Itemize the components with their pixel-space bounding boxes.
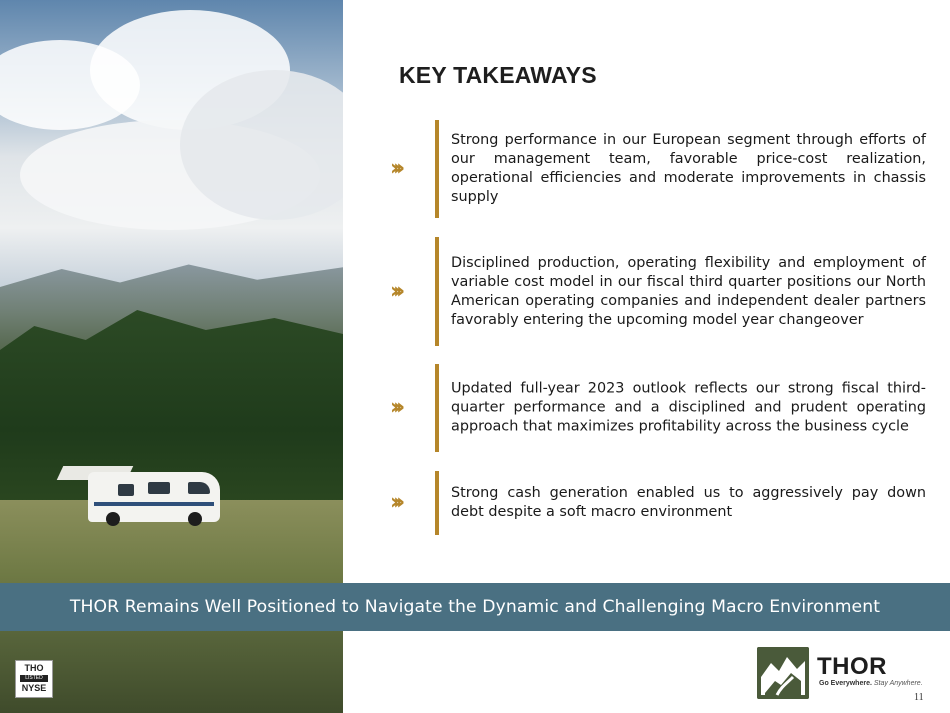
takeaway-item xyxy=(390,237,926,346)
takeaway-text: Strong performance in our European segment through efforts of our management team, favorable price-cost realization, operational efficiencies and moderate improvements in chassis supply xyxy=(451,132,926,205)
rv-motorhome xyxy=(88,464,224,528)
nyse-ticker: THO xyxy=(24,663,44,673)
page-title: KEY TAKEAWAYS xyxy=(399,62,597,88)
thor-mountain-road-icon xyxy=(757,647,809,699)
logo-wordmark: THOR xyxy=(817,653,887,680)
nyse-exchange: NYSE xyxy=(21,683,47,693)
takeaway-text: Strong cash generation enabled us to aggressively pay down debt despite a soft macro environment xyxy=(451,485,926,520)
takeaway-text: Disciplined production, operating flexibility and employment of variable cost model in our fiscal third quarter positions our North American operating companies and independent dealer partners favorably entering the upcoming model year changeover xyxy=(451,254,926,328)
triple-chevron-right-icon: ››› xyxy=(390,156,400,181)
triple-chevron-right-icon: ››› xyxy=(390,490,400,515)
nyse-listed-badge xyxy=(15,660,53,698)
takeaway-item xyxy=(390,120,926,218)
summary-banner xyxy=(0,583,950,631)
takeaway-item xyxy=(390,364,926,452)
accent-divider xyxy=(435,364,439,452)
nyse-listed-text: LISTED xyxy=(20,675,48,682)
banner-text: THOR Remains Well Positioned to Navigate the Dynamic and Challenging Macro Environment xyxy=(69,597,881,617)
logo-tagline xyxy=(819,680,923,687)
accent-divider xyxy=(435,120,439,218)
takeaway-item xyxy=(390,471,926,535)
tagline-bold: Go Everywhere. xyxy=(819,680,872,687)
takeaway-text: Updated full-year 2023 outlook reflects our strong fiscal third-quarter performance and a disciplined and prudent operating approach that maximizes profitability across the business cycle xyxy=(451,380,926,435)
page-number: 11 xyxy=(914,692,924,703)
thor-logo xyxy=(757,647,927,699)
tagline-rest: Stay Anywhere. xyxy=(873,680,923,687)
accent-divider xyxy=(435,471,439,535)
triple-chevron-right-icon: ››› xyxy=(390,395,400,420)
triple-chevron-right-icon: ››› xyxy=(390,278,400,304)
accent-divider xyxy=(435,237,439,346)
